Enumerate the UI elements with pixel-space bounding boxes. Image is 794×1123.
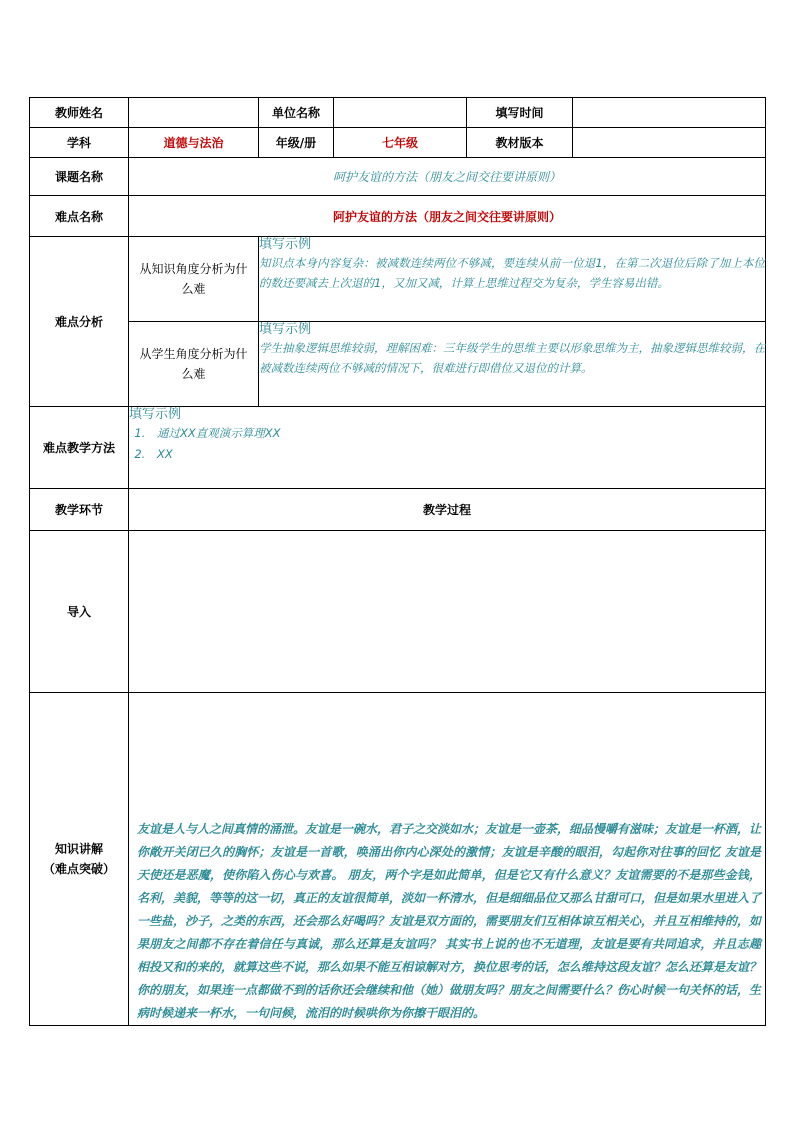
intro-content[interactable] bbox=[129, 531, 766, 693]
lecture-label-cell bbox=[30, 693, 129, 1026]
difficulty-row bbox=[30, 196, 766, 237]
analysis-knowledge-row bbox=[30, 237, 766, 322]
topic-label: 课题名称 bbox=[30, 158, 129, 196]
knowledge-hint: 填写示例 bbox=[259, 237, 312, 252]
knowledge-angle-label: 从知识角度分析为什么难 bbox=[129, 237, 259, 322]
process-header-row bbox=[30, 489, 766, 531]
student-analysis-cell[interactable] bbox=[259, 322, 766, 407]
knowledge-analysis-cell[interactable] bbox=[259, 237, 766, 322]
intro-label: 导入 bbox=[30, 531, 129, 693]
textbook-field[interactable] bbox=[573, 128, 766, 158]
fill-time-field[interactable] bbox=[573, 98, 766, 128]
lecture-content: 友谊是人与人之间真情的涌泄。友谊是一碗水，君子之交淡如水；友谊是一壶茶，细品慢嚼有滋味；友谊是一杯酒，让你敞开关闭已久的胸怀；友谊是一首歌，唤涌出你内心深处的激情；友谊是辛酸的眼泪，勾起你对往事的回忆 友谊是天使还是恶魔，使你陷入伤心与欢喜。 朋友，两个字是如此简单，但是它又有什么意义？友谊需要的不是那些金钱，名利，美貌，等等的这一切，真正的友谊很简单，淡如一杯清水，但是细细品位又那么甘甜可口，但是如果水里进入了一些盐，沙子，之类的东西，还会那么好喝吗？友谊是双方面的，需要朋友们互相体谅互相关心，并且互相维持的，如果朋友之间都不存在着信任与真诚，那么还算是友谊吗？ 其实书上说的也不无道理，友谊是要有共同追求，并且志趣相投又和的来的，就算这些不说，那么如果不能互相谅解对方，换位思考的话，怎么维持这段友谊？怎么还算是友谊？你的朋友，如果连一点都做不到的话你还会继续和他（她）做朋友吗？朋友之间需要什么？伤心时候一句关怀的话，生病时候递来一杯水，一句问候，流泪的时候哄你为你擦干眼泪的。 bbox=[137, 822, 762, 1020]
teacher-name-label: 教师姓名 bbox=[30, 98, 129, 128]
grade-value[interactable]: 七年级 bbox=[334, 128, 467, 158]
method-item: 1. 通过XX直观演示算理XX bbox=[149, 423, 765, 444]
student-analysis-text: 学生抽象逻辑思维较弱，理解困难：三年级学生的思维主要以形象思维为主，抽象逻辑思维较弱，在被减数连续两位不够减的情况下，很难进行即借位又退位的计算。 bbox=[259, 341, 765, 375]
lecture-sublabel: （难点突破） bbox=[42, 862, 115, 876]
method-row bbox=[30, 407, 766, 489]
grade-label: 年级/册 bbox=[259, 128, 334, 158]
difficulty-label: 难点名称 bbox=[30, 196, 129, 237]
intro-row bbox=[30, 531, 766, 693]
analysis-student-row bbox=[30, 322, 766, 407]
topic-row bbox=[30, 158, 766, 196]
stage-header: 教学环节 bbox=[30, 489, 129, 531]
lecture-row bbox=[30, 693, 766, 1026]
difficulty-value[interactable]: 阿护友谊的方法（朋友之间交往要讲原则） bbox=[129, 196, 766, 237]
method-hint: 填写示例 bbox=[129, 407, 182, 422]
process-header: 教学过程 bbox=[129, 489, 766, 531]
student-hint: 填写示例 bbox=[259, 322, 312, 337]
method-list bbox=[129, 423, 765, 465]
method-label: 难点教学方法 bbox=[30, 407, 129, 489]
unit-name-field[interactable] bbox=[334, 98, 467, 128]
analysis-label: 难点分析 bbox=[30, 237, 129, 407]
lecture-label: 知识讲解 bbox=[54, 842, 103, 856]
method-cell[interactable] bbox=[129, 407, 766, 489]
subject-row bbox=[30, 128, 766, 158]
lesson-form-table bbox=[29, 97, 766, 1026]
method-item: 2. XX bbox=[149, 444, 765, 465]
knowledge-analysis-text: 知识点本身内容复杂：被减数连续两位不够减，要连续从前一位退1，在第二次退位后除了加上本位的数还要减去上次退的1，又加又减，计算上思维过程交为复杂，学生容易出错。 bbox=[259, 256, 765, 290]
textbook-label: 教材版本 bbox=[467, 128, 573, 158]
header-row bbox=[30, 98, 766, 128]
subject-value[interactable]: 道德与法治 bbox=[129, 128, 259, 158]
topic-value[interactable]: 呵护友谊的方法（朋友之间交往要讲原则） bbox=[129, 158, 766, 196]
lecture-content-cell[interactable] bbox=[129, 693, 766, 1026]
student-angle-label: 从学生角度分析为什么难 bbox=[129, 322, 259, 407]
fill-time-label: 填写时间 bbox=[467, 98, 573, 128]
subject-label: 学科 bbox=[30, 128, 129, 158]
unit-name-label: 单位名称 bbox=[259, 98, 334, 128]
teacher-name-field[interactable] bbox=[129, 98, 259, 128]
